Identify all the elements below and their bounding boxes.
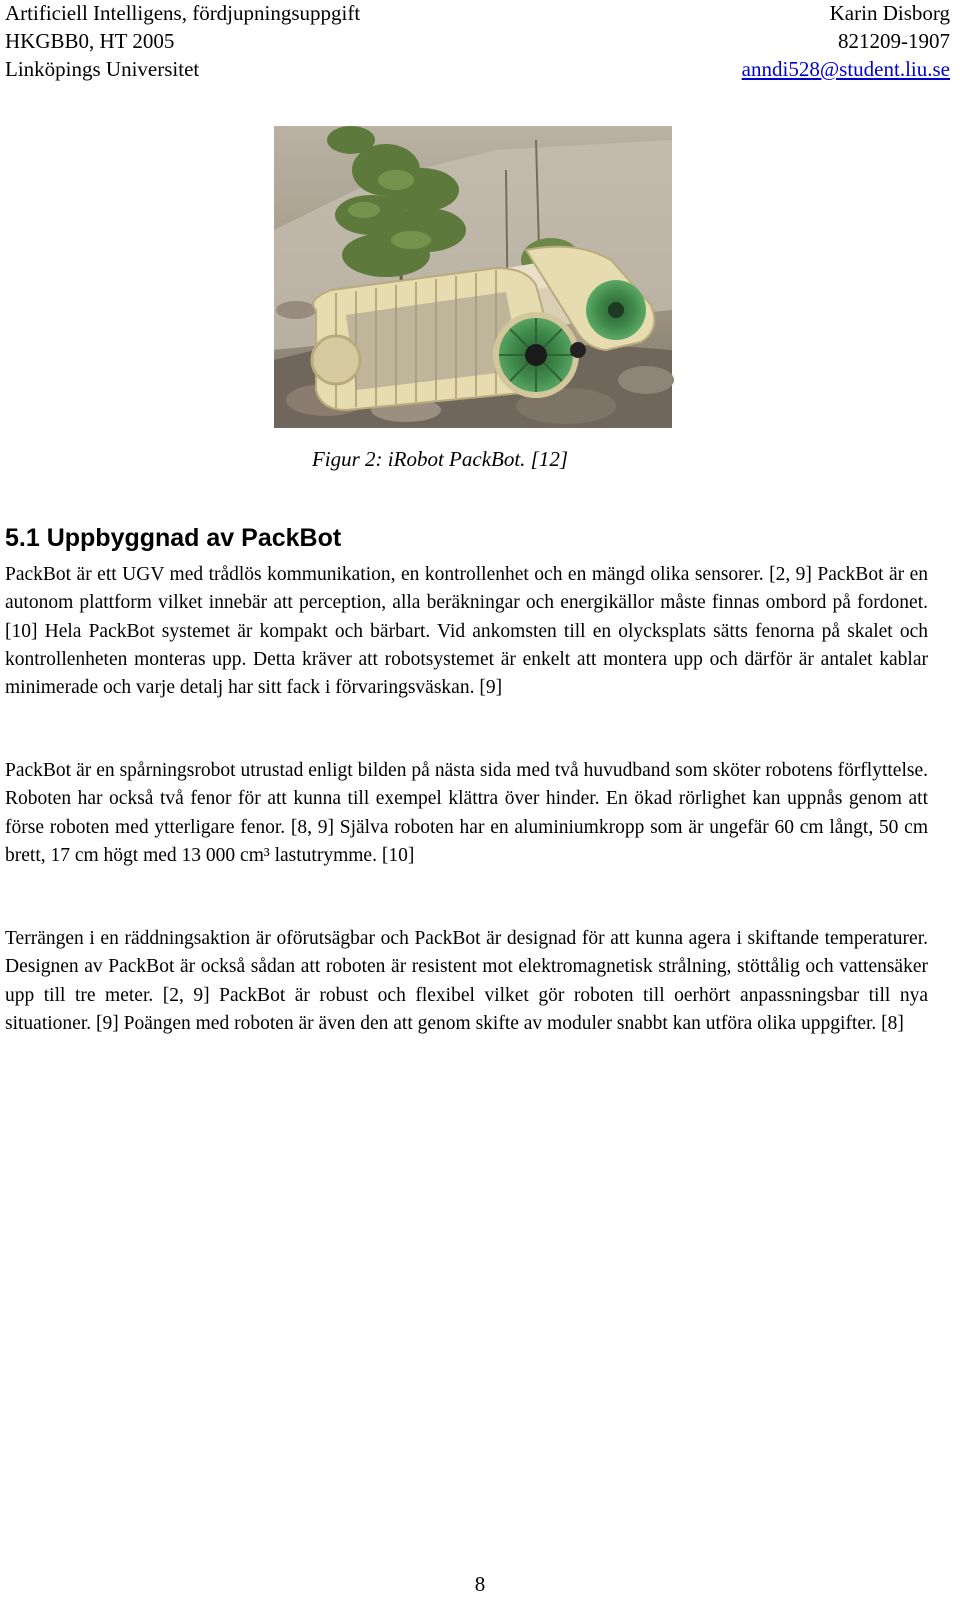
- paragraph-1: PackBot är ett UGV med trådlös kommunikation, en kontrollenhet och en mängd olika sensorer. [2, 9] PackBot är en autonom plattform vilket innebär att perception, alla beräkningar och energikällor måste finnas ombord på fordonet. [10] Hela PackBot systemet är kompakt och bärbart. Vid ankomsten till en olycksplats sätts fenorna på skalet och kontrollenheten monteras upp. Detta kräver att robotsystemet är enkelt att montera upp och därför är antalet kablar minimerade och varje detalj har sitt fack i förvaringsväskan. [9]: [5, 564, 928, 699]
- author-name: Karin Disborg: [829, 1, 950, 25]
- header-row-3: [5, 56, 950, 83]
- header-row-1: [5, 0, 950, 27]
- packbot-photo: [236, 110, 698, 445]
- university: Linköpings Universitet: [5, 57, 200, 81]
- personal-number: 821209-1907: [838, 29, 950, 53]
- page-number: 8: [474, 1572, 486, 1596]
- figure-caption: [0, 447, 960, 472]
- section-heading: 5.1 Uppbyggnad av PackBot: [5, 524, 342, 552]
- figure-caption-text: Figur 2: iRobot PackBot. [12]: [311, 447, 569, 471]
- packbot-figure: [236, 110, 698, 445]
- email-link[interactable]: anndi528@student.liu.se: [741, 57, 950, 81]
- paragraph-2: PackBot är en spårningsrobot utrustad enligt bilden på nästa sida med två huvudband som sköter robotens förflyttelse. Roboten har också två fenor för att kunna till exempel klättra över hinder. En ökad rörlighet kan uppnås genom att förse roboten med ytterligare fenor. [8, 9] Själva roboten har en aluminiumkropp som är ungefär 60 cm långt, 50 cm brett, 17 cm högt med 13 000 cm³ lastutrymme. [10]: [5, 760, 928, 866]
- course-title: Artificiell Intelligens, fördjupningsuppgift: [5, 1, 361, 25]
- paragraph-3: Terrängen i en räddningsaktion är oförutsägbar och PackBot är designad för att kunna agera i skiftande temperaturer. Designen av PackBot är också sådan att roboten är resistent mot elektromagnetisk strålning, stöttålig och vattensäker upp till tre meter. [2, 9] PackBot är robust och flexibel vilket gör roboten till oerhört anpassningsbar till nya situationer. [9] Poängen med roboten är även den att genom skifte av moduler snabbt kan utföra olika uppgifter. [8]: [5, 928, 928, 1034]
- header-row-2: [5, 28, 950, 55]
- course-code: HKGBB0, HT 2005: [5, 29, 175, 53]
- page-header: [0, 0, 960, 90]
